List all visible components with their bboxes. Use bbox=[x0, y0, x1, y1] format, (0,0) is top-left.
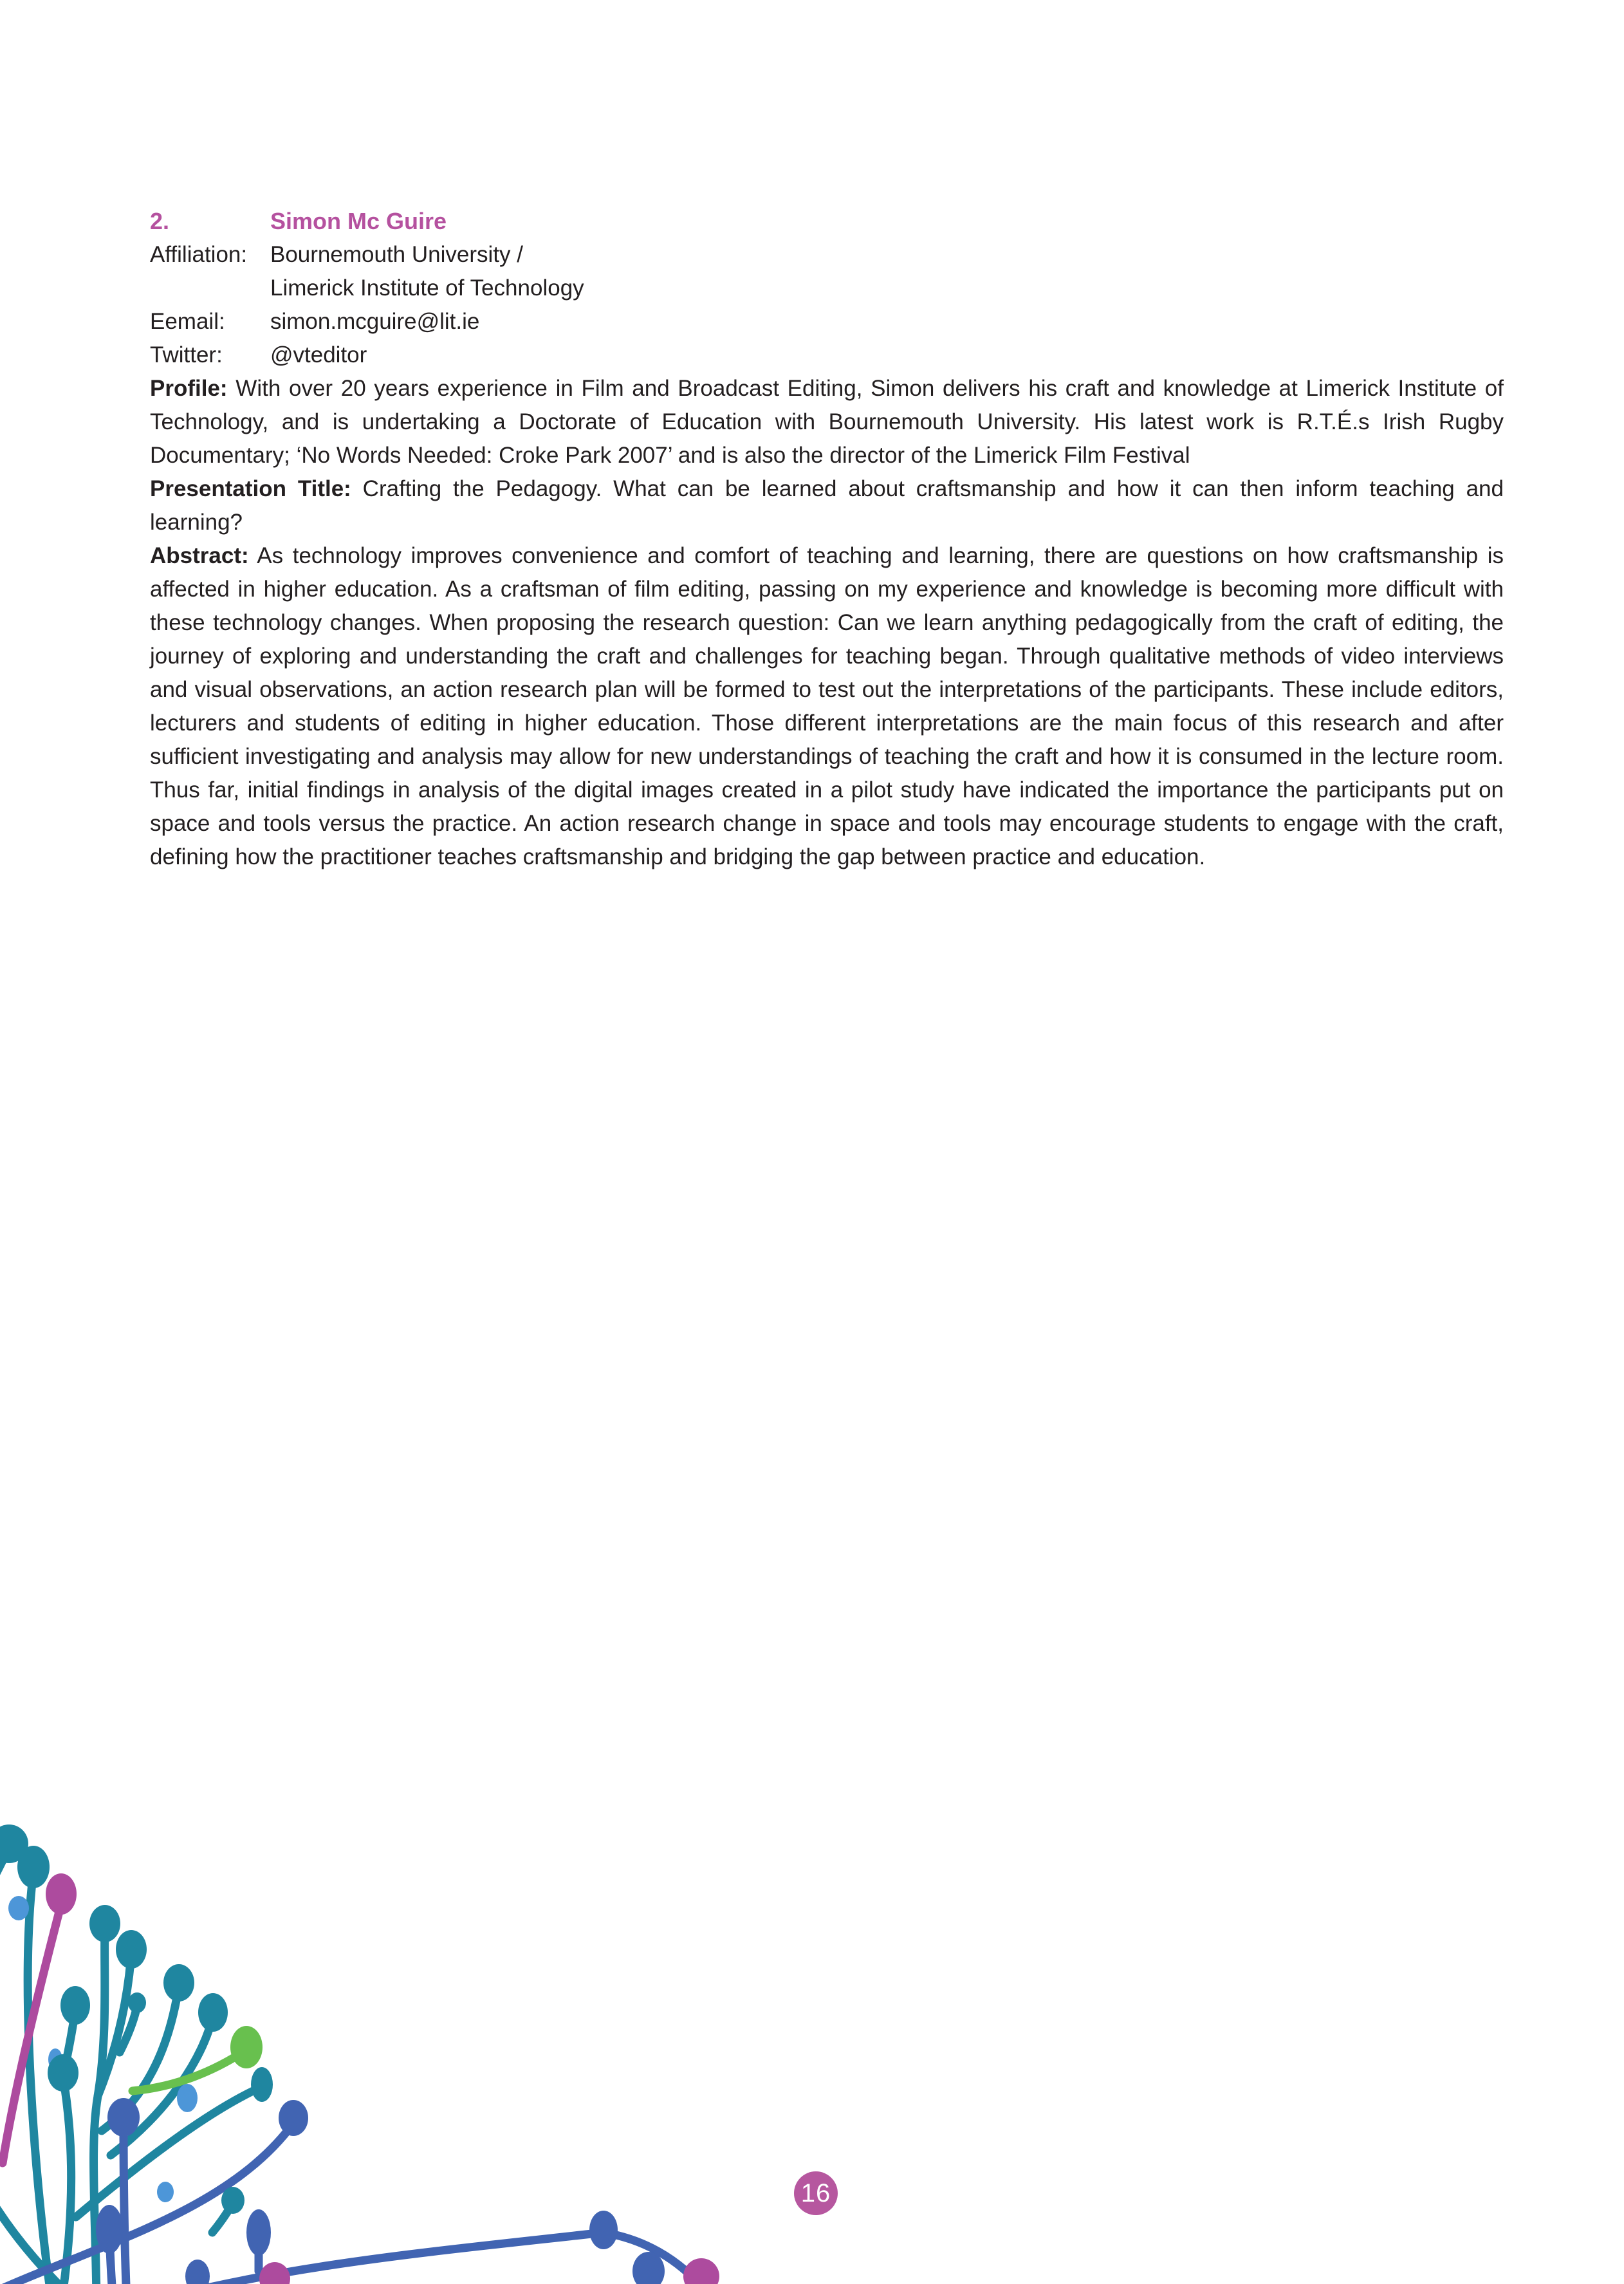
entry-number: 2. bbox=[150, 208, 170, 234]
email-value: simon.mcguire@lit.ie bbox=[270, 309, 480, 334]
decorative-branches-graphic bbox=[0, 1821, 849, 2284]
twitter-value: @vteditor bbox=[270, 342, 367, 367]
profile-label: Profile: bbox=[150, 376, 228, 401]
affiliation-label: Affiliation: bbox=[150, 242, 248, 267]
affiliation-value bbox=[270, 238, 1504, 305]
twitter-row bbox=[150, 339, 1504, 372]
affiliation-row bbox=[150, 238, 1504, 305]
speaker-entry bbox=[150, 205, 1504, 874]
affiliation-line-1: Bournemouth University / bbox=[270, 242, 523, 267]
email-label: Eemail: bbox=[150, 309, 225, 334]
abstract-text: As technology improves convenience and comfort of teaching and learning, there are questions on how craftsmanship is affected in higher education. As a craftsman of film editing, passing on my experience and knowledge is becoming more difficult with these technology changes. When proposing the research question: Can we learn anything pedagogically from the craft of editing, the journey of exploring and understanding the craft and challenges for teaching began. Through qualitative methods of video interviews and visual observations, an action research plan will be formed to test out the interpretations of the participants. These include editors, lecturers and students of editing in higher education. Those different interpretations are the main focus of this research and after sufficient investigating and analysis may allow for new understandings of teaching the craft and how it is consumed in the lecture room. Thus far, initial findings in analysis of the digital images created in a pilot study have indicated the importance the participants put on space and tools versus the practice. An action research change in space and tools may encourage students to engage with the craft, defining how the practitioner teaches craftsmanship and bridging the gap between practice and education. bbox=[150, 543, 1504, 869]
page-number: 16 bbox=[800, 2178, 831, 2207]
presentation-title-label: Presentation Title: bbox=[150, 476, 351, 501]
abstract-label: Abstract: bbox=[150, 543, 249, 568]
presentation-title-paragraph bbox=[150, 472, 1504, 539]
presentation-title-text: Crafting the Pedagogy. What can be learned about craftsmanship and how it can then inform teaching and learning? bbox=[150, 476, 1504, 535]
affiliation-line-2: Limerick Institute of Technology bbox=[270, 275, 584, 301]
profile-text: With over 20 years experience in Film and Broadcast Editing, Simon delivers his craft and knowledge at Limerick Institute of Technology, and is undertaking a Doctorate of Education with Bournemouth University. His latest work is R.T.É.s Irish Rugby Documentary; ‘No Words Needed: Croke Park 2007’ and is also the director of the Limerick Film Festival bbox=[150, 376, 1504, 468]
page-number-badge bbox=[794, 2171, 838, 2215]
profile-paragraph bbox=[150, 372, 1504, 472]
twitter-label: Twitter: bbox=[150, 342, 223, 367]
email-row bbox=[150, 305, 1504, 339]
speaker-name: Simon Mc Guire bbox=[270, 208, 447, 234]
entry-header bbox=[150, 205, 1504, 238]
abstract-paragraph bbox=[150, 539, 1504, 874]
